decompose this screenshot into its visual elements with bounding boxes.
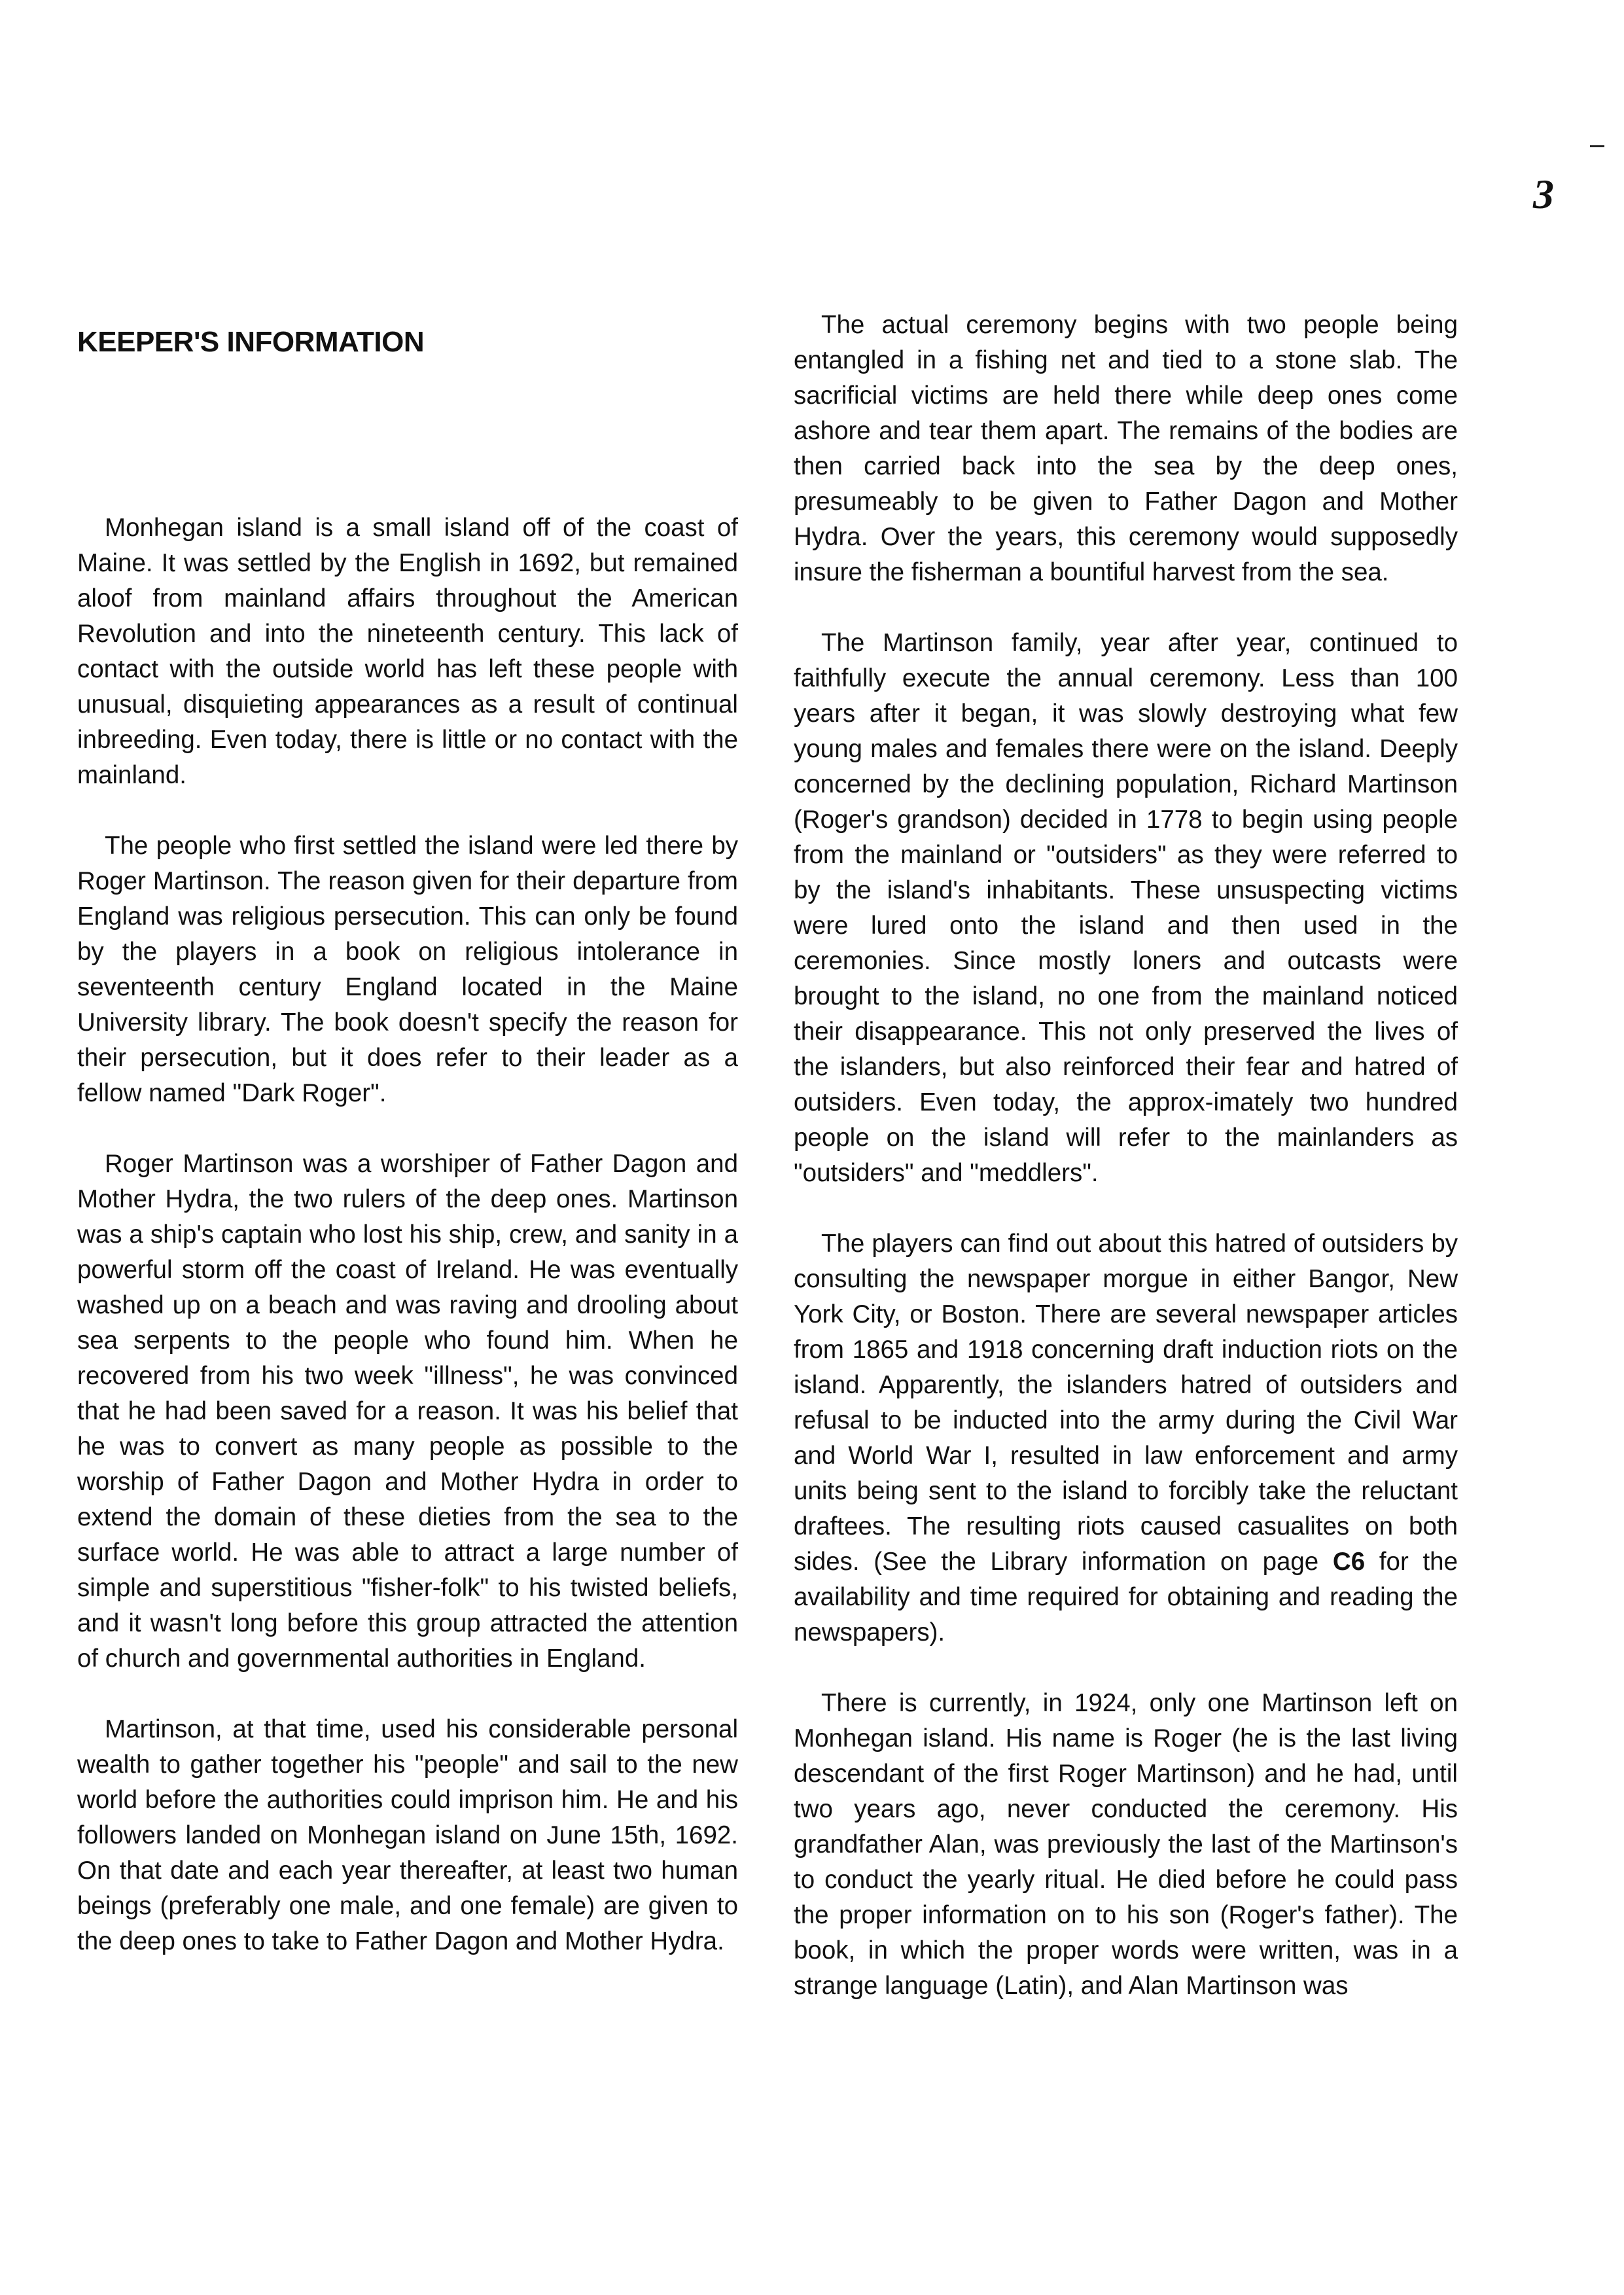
- paragraph-outsiders-text-end: for the availability and time required for obtaining and reading the newspapers).: [794, 1548, 1458, 1646]
- paragraph-ceremony: The actual ceremony begins with two people being entangled in a fishing net and tied to a stone slab. The sacrificial victims are held there while deep ones come ashore and tear them apart. The remains of the bodies are then carried back into the sea by the deep ones, presumeably to be given to Father Dagon and Mother Hydra. Over the years, this ceremony would supposedly insure the fisherman a bountiful harvest from the sea.: [794, 311, 1458, 586]
- section-heading: KEEPER'S INFORMATION: [77, 326, 425, 358]
- paragraph-current-martinson: There is currently, in 1924, only one Martinson left on Monhegan island. His name is Roger (he is the last living descendant of the first Roger Martinson) and he had, until two years ago, never conducted the ceremony. His grandfather Alan, was previously the last of the Martinson's to conduct the yearly ritual. He died before he could pass the proper information on to his son (Roger's father). The book, in which the proper words were written, was in a strange language (Latin), and Alan Martinson was: [794, 1689, 1458, 2000]
- paragraph-martinson-family: The Martinson family, year after year, continued to faithfully execute the annual ceremony. Less than 100 years after it began, it was slowly destroying what few young males and females there were on the island. Deeply concerned by the declining population, Richard Martinson (Roger's grandson) decided in 1778 to begin using people from the mainland or "outsiders" as they were referred to by the island's inhabitants. These unsuspecting victims were lured onto the island and then used in the ceremonies. Since mostly loners and outcasts were brought to the island, no one from the mainland noticed their disappearance. This not only preserved the lives of the islanders, but also reinforced their fear and hatred of outsiders. Even today, the approx-imately two hundred people on the island will refer to the mainlanders as "outsiders" and "meddlers".: [794, 629, 1458, 1187]
- page-number: 3: [1533, 171, 1554, 217]
- paragraph-settlers: The people who first settled the island were led there by Roger Martinson. The reason given for their departure from England was religious persecution. This can only be found by the players in a book on religious intolerance in seventeenth century England located in the Maine University library. The book doesn't specify the reason for their persecution, but it does refer to their leader as a fellow named "Dark Roger".: [77, 832, 738, 1107]
- page-reference: C6: [1332, 1548, 1366, 1576]
- paragraph-roger-martinson: Roger Martinson was a worshiper of Father Dagon and Mother Hydra, the two rulers of the deep ones. Martinson was a ship's captain who lost his ship, crew, and sanity in a powerful storm off the coast of Ireland. He was eventually washed up on a beach and was raving and drooling about sea serpents to the people who found him. When he recovered from his two week "illness", he was convinced that he had been saved for a reason. It was his belief that he was to convert as many people as possible to the worship of Father Dagon and Mother Hydra in order to extend the domain of these dieties from the sea to the surface world. He was able to attract a large number of simple and superstitious "fisher-folk" to his twisted beliefs, and it wasn't long before this group attracted the attention of church and governmental authorities in England.: [77, 1150, 738, 1673]
- paragraph-monhegan-intro: Monhegan island is a small island off of the coast of Maine. It was settled by the English in 1692, but remained aloof from mainland affairs throughout the American Revolution and into the nineteenth century. This lack of contact with the outside world has left these people with unusual, disquieting appearances as a result of continual inbreeding. Even today, there is little or no contact with the mainland.: [77, 514, 738, 789]
- right-column: [794, 308, 1458, 2004]
- left-column: [77, 308, 738, 1959]
- paragraph-voyage: Martinson, at that time, used his considerable personal wealth to gather together his "people" and sail to the new world before the authorities could imprison him. He and his followers landed on Monhegan island on June 15th, 1692. On that date and each year thereafter, at least two human beings (preferably one male, and one female) are given to the deep ones to take to Father Dagon and Mother Hydra.: [77, 1715, 738, 1955]
- paragraph-outsiders-text: The players can find out about this hatred of outsiders by consulting the newspaper morgue in either Bangor, New York City, or Boston. There are several newspaper articles from 1865 and 1918 concerning draft induction riots on the island. Apparently, the islanders hatred of outsiders and refusal to be inducted into the army during the Civil War and World War I, resulted in law enforcement and army units being sent to the island to forcibly take the reluctant draftees. The resulting riots caused casualites on both sides. (See the Library information on page: [794, 1230, 1458, 1576]
- scan-mark: [1590, 145, 1604, 147]
- paragraph-outsiders-hatred: [794, 1226, 1458, 1650]
